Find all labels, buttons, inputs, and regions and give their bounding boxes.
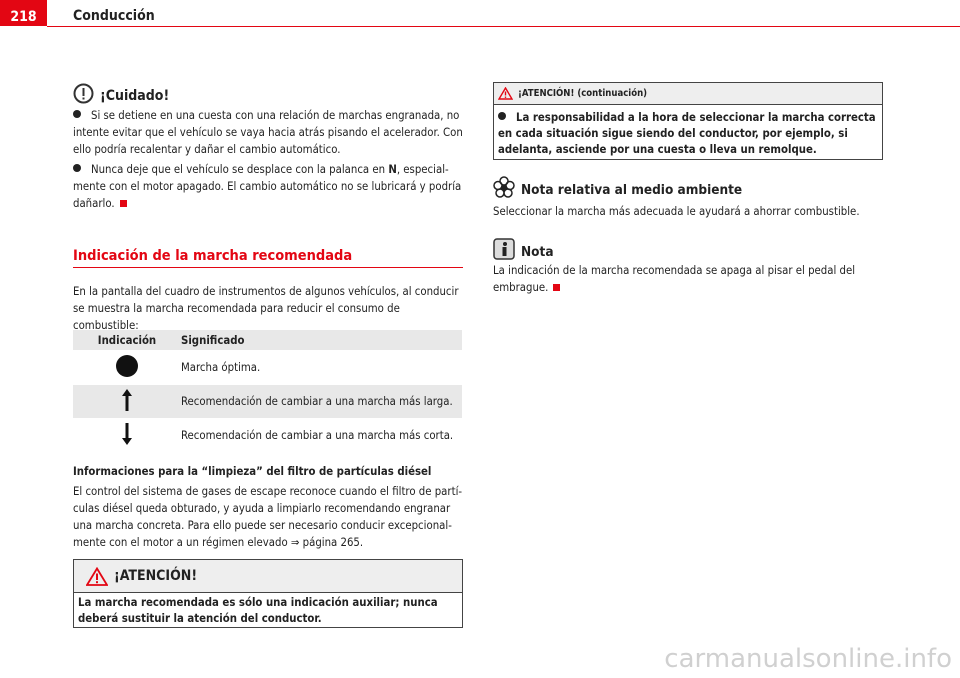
caution-item: Nunca deje que el vehículo se desplace con la palanca en N, especialmente con el motor apagado. El cambio automático no se lubricará y podría dañarlo.	[73, 163, 462, 210]
table-row: Marcha óptima.	[73, 350, 462, 385]
page-number: 218	[0, 0, 47, 26]
table-row: Recomendación de cambiar a una marcha más corta.	[73, 418, 462, 452]
warning-title: ¡ATENCIÓN!	[114, 568, 198, 584]
warning-cont-box	[493, 82, 883, 160]
warning-text: La marcha recomendada es sólo una indicación auxiliar; nunca deberá sustituir la atención del conductor.	[78, 596, 438, 625]
caution-title: ¡Cuidado!	[100, 88, 170, 104]
end-marker-icon	[120, 200, 127, 207]
dpf-text: El control del sistema de gases de escape reconoce cuando el filtro de partículas diésel queda obturado, y ayuda a limpiarlo recomendando engranar una marcha concreta. Para ello puede ser necesario conducir excepcionalmente con el motor a un régimen elevado ⇒ página 265.	[73, 485, 463, 549]
warning-cont-text: La responsabilidad a la hora de seleccionar la marcha correcta en cada situación sigue siendo del conductor, por ejemplo, si adelanta, asciende por una cuesta o lleva un remolque.	[498, 111, 876, 156]
arrow-down-icon	[121, 422, 133, 446]
caution-block	[73, 83, 463, 212]
caution-item: Si se detiene en una cuesta con una relación de marchas engranada, no intente evitar que el vehículo se vaya hacia atrás pisando el acelerador. Con ello podría recalentar y dañar el cambio automático.	[73, 109, 463, 156]
info-icon	[493, 238, 515, 260]
table-row: Recomendación de cambiar a una marcha más larga.	[73, 385, 462, 418]
caution-icon	[73, 83, 94, 104]
note-text: La indicación de la marcha recomendada se apaga al pisar el pedal del embrague.	[493, 264, 856, 294]
col-header: Significado	[181, 333, 245, 347]
warning-cont-title: ¡ATENCIÓN! (continuación)	[518, 88, 648, 99]
header-rule	[47, 26, 960, 27]
env-text: Seleccionar la marcha más adecuada le ayudará a ahorrar combustible.	[493, 205, 860, 218]
warning-triangle-icon	[86, 567, 108, 586]
arrow-up-icon	[121, 388, 133, 412]
col-header: Indicación	[97, 333, 157, 347]
filled-circle-icon	[115, 354, 139, 378]
dpf-heading: Informaciones para la “limpieza” del filtro de partículas diésel	[73, 465, 432, 478]
watermark: carmanualsonline.info	[664, 644, 952, 674]
flower-icon	[493, 176, 515, 198]
section-heading: Indicación de la marcha recomendada	[73, 248, 463, 268]
section-intro: En la pantalla del cuadro de instrumentos de algunos vehículos, al conducir se muestra la marcha recomendada para reducir el consumo de combustible:	[73, 285, 459, 332]
warning-box	[73, 559, 463, 628]
env-heading: Nota relativa al medio ambiente	[493, 176, 742, 198]
end-marker-icon	[553, 284, 560, 291]
warning-triangle-icon	[498, 87, 513, 100]
note-heading: Nota	[493, 238, 554, 260]
page-title: Conducción	[73, 8, 155, 24]
gear-indicator-table	[73, 330, 462, 452]
